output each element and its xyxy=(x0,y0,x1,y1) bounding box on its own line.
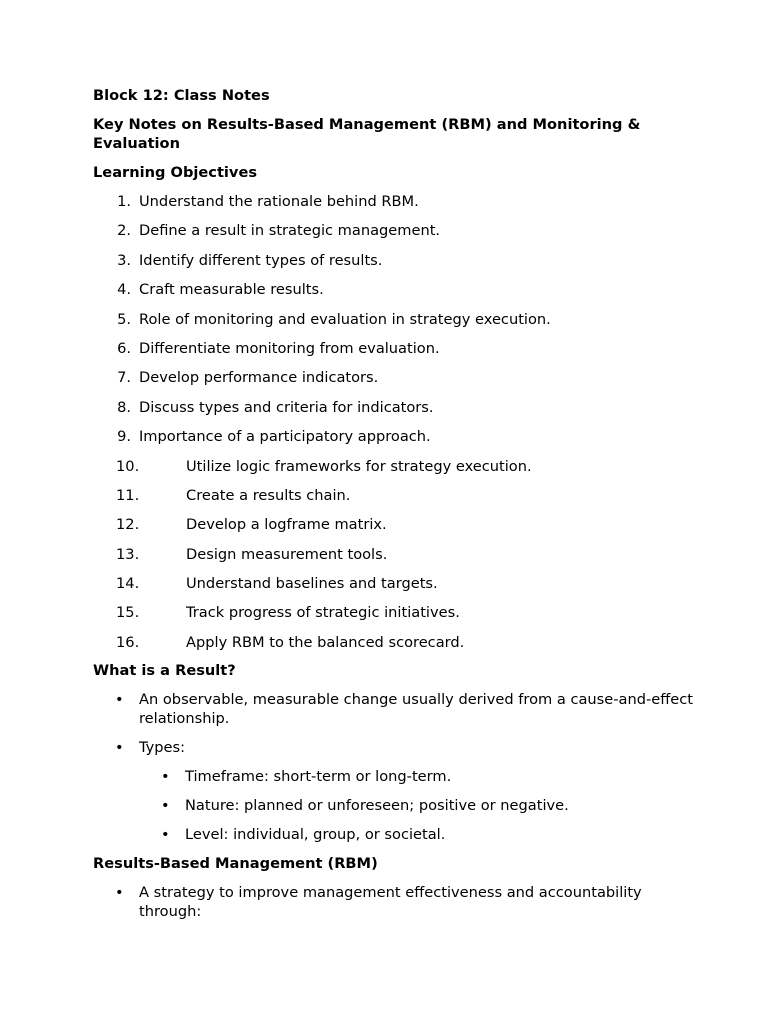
bullet-text: An observable, measurable change usually derived from a cause-and-effect relationship. xyxy=(139,690,693,727)
objective-text: Utilize logic frameworks for strategy execution. xyxy=(186,457,532,475)
objective-text: Identify different types of results. xyxy=(139,251,383,269)
objective-text: Design measurement tools. xyxy=(186,545,388,563)
bullet-icon: • xyxy=(115,690,124,708)
objective-number: 4. xyxy=(117,281,131,299)
bullet-text: A strategy to improve management effectiveness and accountability through: xyxy=(139,883,642,920)
sub-bullet-item xyxy=(139,767,693,786)
objective-number: 1. xyxy=(117,193,131,210)
objective-item xyxy=(93,251,693,270)
objective-number: 11. xyxy=(116,486,140,504)
sub-bullet-text: Nature: planned or unforeseen; positive or negative. xyxy=(185,796,569,814)
sub-bullet-item xyxy=(139,796,693,815)
objective-item xyxy=(93,603,693,622)
objective-number: 7. xyxy=(117,369,131,387)
objective-item xyxy=(93,457,693,476)
bullet-item xyxy=(93,738,693,844)
bullet-item xyxy=(93,883,693,921)
objective-number: 8. xyxy=(117,398,131,416)
bullet-icon: • xyxy=(161,767,170,785)
objective-number: 10. xyxy=(116,457,140,475)
document-content xyxy=(93,86,693,931)
sub-bullet-text: Level: individual, group, or societal. xyxy=(185,825,446,843)
rbm-bullet-list xyxy=(93,883,693,921)
bullet-icon: • xyxy=(115,738,124,756)
block-title: Block 12: Class Notes xyxy=(93,87,270,104)
objective-item xyxy=(93,192,693,211)
objective-number: 5. xyxy=(117,310,131,328)
result-types-list xyxy=(139,767,693,844)
bullet-icon: • xyxy=(161,825,170,843)
document-subtitle: Key Notes on Results-Based Management (RBM) and Monitoring & Evaluation xyxy=(93,116,641,152)
objectives-list xyxy=(93,192,693,652)
objective-text: Importance of a participatory approach. xyxy=(139,428,431,446)
objective-number: 2. xyxy=(117,222,131,240)
objective-text: Create a results chain. xyxy=(186,486,351,504)
objective-text: Role of monitoring and evaluation in strategy execution. xyxy=(139,310,551,328)
sub-bullet-item xyxy=(139,825,693,844)
objective-number: 6. xyxy=(117,339,131,357)
objective-text: Discuss types and criteria for indicators. xyxy=(139,398,434,416)
objective-number: 12. xyxy=(116,516,140,534)
objective-number: 13. xyxy=(116,545,140,563)
result-bullet-list xyxy=(93,690,693,844)
objective-item xyxy=(93,339,693,358)
objective-item xyxy=(93,633,693,652)
objective-number: 16. xyxy=(116,633,140,651)
bullet-icon: • xyxy=(115,883,124,901)
bullet-item xyxy=(93,690,693,728)
objective-item xyxy=(93,545,693,564)
objective-text: Differentiate monitoring from evaluation. xyxy=(139,339,440,357)
objective-item xyxy=(93,486,693,505)
result-heading: What is a Result? xyxy=(93,661,236,679)
sub-bullet-text: Timeframe: short-term or long-term. xyxy=(185,767,452,785)
objective-number: 14. xyxy=(116,575,140,593)
objective-item xyxy=(93,310,693,329)
objective-text: Craft measurable results. xyxy=(139,281,324,299)
objective-text: Develop a logframe matrix. xyxy=(186,516,387,534)
objective-text: Define a result in strategic management. xyxy=(139,222,441,240)
objective-item xyxy=(93,368,693,387)
bullet-text: Types: xyxy=(139,738,186,756)
objective-text: Understand baselines and targets. xyxy=(186,575,438,593)
objective-item xyxy=(93,398,693,417)
objective-number: 9. xyxy=(117,428,131,446)
objective-text: Understand the rationale behind RBM. xyxy=(139,193,419,210)
objective-item xyxy=(93,280,693,299)
objective-number: 3. xyxy=(117,251,131,269)
objective-text: Apply RBM to the balanced scorecard. xyxy=(186,633,465,651)
objective-item xyxy=(93,221,693,240)
objective-item xyxy=(93,515,693,534)
objective-text: Develop performance indicators. xyxy=(139,369,379,387)
bullet-icon: • xyxy=(161,796,170,814)
objective-text: Track progress of strategic initiatives. xyxy=(186,604,460,622)
rbm-heading: Results-Based Management (RBM) xyxy=(93,854,378,872)
objective-item xyxy=(93,574,693,593)
objective-item xyxy=(93,427,693,446)
objectives-heading: Learning Objectives xyxy=(93,164,258,181)
objective-number: 15. xyxy=(116,604,140,622)
